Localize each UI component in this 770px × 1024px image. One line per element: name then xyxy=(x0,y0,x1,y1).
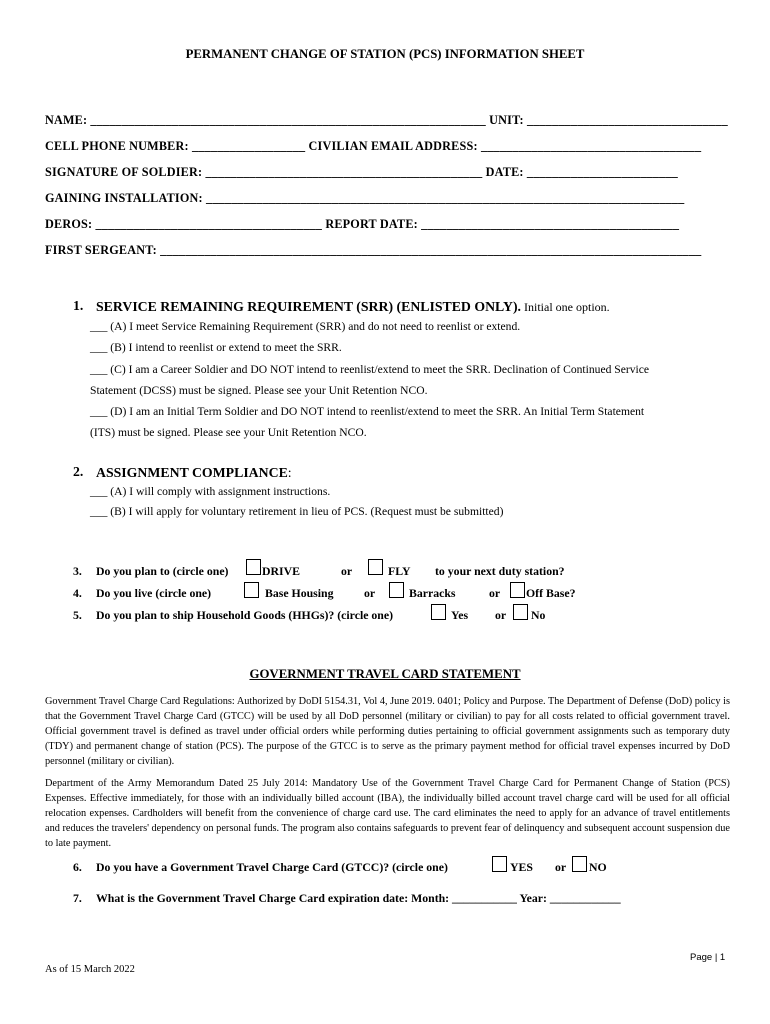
srr-heading-text: SERVICE REMAINING REQUIREMENT (SRR) (ENLISTED ONLY). xyxy=(96,299,521,314)
q3-tail: to your next duty station? xyxy=(435,564,565,578)
q4-base-housing-checkbox[interactable] xyxy=(244,582,259,598)
q4-barracks-label: Barracks xyxy=(409,586,456,600)
q3-fly-label: FLY xyxy=(388,564,411,578)
q6-or: or xyxy=(555,860,567,874)
q7-text[interactable]: What is the Government Travel Charge Card expiration date: Month: ___________ Year: ____________ xyxy=(96,891,621,905)
q5-no-label: No xyxy=(531,608,546,622)
q5-or: or xyxy=(495,608,507,622)
q5-no-checkbox[interactable] xyxy=(513,604,528,620)
q3-number: 3. xyxy=(73,564,82,578)
assignment-colon: : xyxy=(287,465,292,480)
srr-note: Initial one option. xyxy=(521,300,610,314)
as-of-date: As of 15 March 2022 xyxy=(45,964,135,975)
assignment-option-b[interactable]: ___ (B) I will apply for voluntary retirement in lieu of PCS. (Request must be submitted) xyxy=(90,505,504,518)
q6-no-label: NO xyxy=(589,860,607,874)
q6-text: Do you have a Government Travel Charge Card (GTCC)? (circle one) xyxy=(96,860,448,874)
page-number: Page | 1 xyxy=(690,952,726,963)
assignment-number: 2. xyxy=(73,464,84,479)
deros-report-date-field[interactable]: DEROS: ____________________________________ REPORT DATE: _________________________________________ xyxy=(45,217,680,231)
q4-number: 4. xyxy=(73,586,82,600)
page-title: PERMANENT CHANGE OF STATION (PCS) INFORMATION SHEET xyxy=(185,47,585,61)
srr-option-d[interactable]: ___ (D) I am an Initial Term Soldier and DO NOT intend to reenlist/extend to meet the SRR. An Initial Term Statement xyxy=(90,405,645,418)
q6-no-checkbox[interactable] xyxy=(572,856,587,872)
q4-or-1: or xyxy=(364,586,376,600)
q5-yes-label: Yes xyxy=(451,608,469,622)
gtc-paragraph-2: Department of the Army Memorandum Dated 25 July 2014: Mandatory Use of the Government Travel Charge Card for Permanent Change of Station (PCS) Expenses. Effective immediately, for those with an individually billed account (IBA), the individually billed account travel charge card will be used for all official relocation expenses. Cardholders will benefit from the convenience of charge card use. The card eliminates the need to apply for an advance of travel entitlements and reduces the travelers' dependency on personal funds. The program also contains safeguards to prevent fear of delinquency and subsequent account suspension due to late payment. xyxy=(45,778,730,850)
q7-number: 7. xyxy=(73,891,82,905)
q5-text: Do you plan to ship Household Goods (HHGs)? (circle one) xyxy=(96,608,394,622)
q3-text: Do you plan to (circle one) xyxy=(96,564,229,578)
q4-text: Do you live (circle one) xyxy=(96,586,212,600)
name-unit-field[interactable]: NAME: _______________________________________________________________ UNIT: ________________________________ xyxy=(45,113,728,127)
q4-or-2: or xyxy=(489,586,501,600)
srr-option-a[interactable]: ___ (A) I meet Service Remaining Requirement (SRR) and do not need to reenlist or extend. xyxy=(90,320,521,333)
q3-drive-label: DRIVE xyxy=(262,564,301,578)
srr-heading xyxy=(96,298,610,316)
q5-number: 5. xyxy=(73,608,82,622)
first-sergeant-field[interactable]: FIRST SERGEANT: ______________________________________________________________________________________ xyxy=(45,243,702,257)
srr-option-b[interactable]: ___ (B) I intend to reenlist or extend to meet the SRR. xyxy=(90,341,342,354)
gtc-paragraph-1: Government Travel Charge Card Regulations: Authorized by DoDI 5154.31, Vol 4, June 2019. 0401; Policy and Purpose. The Department of Defense (DoD) policy is that the Government Travel Charge Card (GTCC) will be used by all DoD personnel (military or civilian) to pay for all costs related to official government travel. Official government travel is defined as travel under official orders while performing duties pertaining to official government assignments such as temporary duty (TDY) and permanent change of station (PCS). The purpose of the GTCC is to serve as the primary payment method for official travel expenses incurred by DoD personnel (military or civilian). xyxy=(45,696,730,768)
q3-drive-checkbox[interactable] xyxy=(246,559,261,575)
assignment-heading xyxy=(96,464,292,482)
q5-yes-checkbox[interactable] xyxy=(431,604,446,620)
cell-email-field[interactable]: CELL PHONE NUMBER: __________________ CIVILIAN EMAIL ADDRESS: ___________________________________ xyxy=(45,139,702,153)
q6-yes-checkbox[interactable] xyxy=(492,856,507,872)
srr-option-c[interactable]: ___ (C) I am a Career Soldier and DO NOT intend to reenlist/extend to meet the SRR. Declination of Continued Service xyxy=(90,363,650,376)
q4-base-housing-label: Base Housing xyxy=(265,586,334,600)
signature-date-field[interactable]: SIGNATURE OF SOLDIER: ____________________________________________ DATE: ________________________ xyxy=(45,165,678,179)
assignment-heading-text: ASSIGNMENT COMPLIANCE xyxy=(96,465,288,480)
q3-fly-checkbox[interactable] xyxy=(368,559,383,575)
gaining-installation-field[interactable]: GAINING INSTALLATION: ____________________________________________________________________________ xyxy=(45,191,685,205)
srr-option-c-cont: Statement (DCSS) must be signed. Please see your Unit Retention NCO. xyxy=(90,384,428,397)
q4-barracks-checkbox[interactable] xyxy=(389,582,404,598)
assignment-option-a[interactable]: ___ (A) I will comply with assignment instructions. xyxy=(90,485,331,498)
srr-option-d-cont: (ITS) must be signed. Please see your Unit Retention NCO. xyxy=(90,426,367,439)
q6-yes-label: YES xyxy=(510,860,533,874)
q6-number: 6. xyxy=(73,860,82,874)
gtc-heading: GOVERNMENT TRAVEL CARD STATEMENT xyxy=(249,667,521,681)
srr-number: 1. xyxy=(73,298,84,313)
q4-off-base-checkbox[interactable] xyxy=(510,582,525,598)
q4-off-base-label: Off Base? xyxy=(526,586,576,600)
q3-or: or xyxy=(341,564,353,578)
